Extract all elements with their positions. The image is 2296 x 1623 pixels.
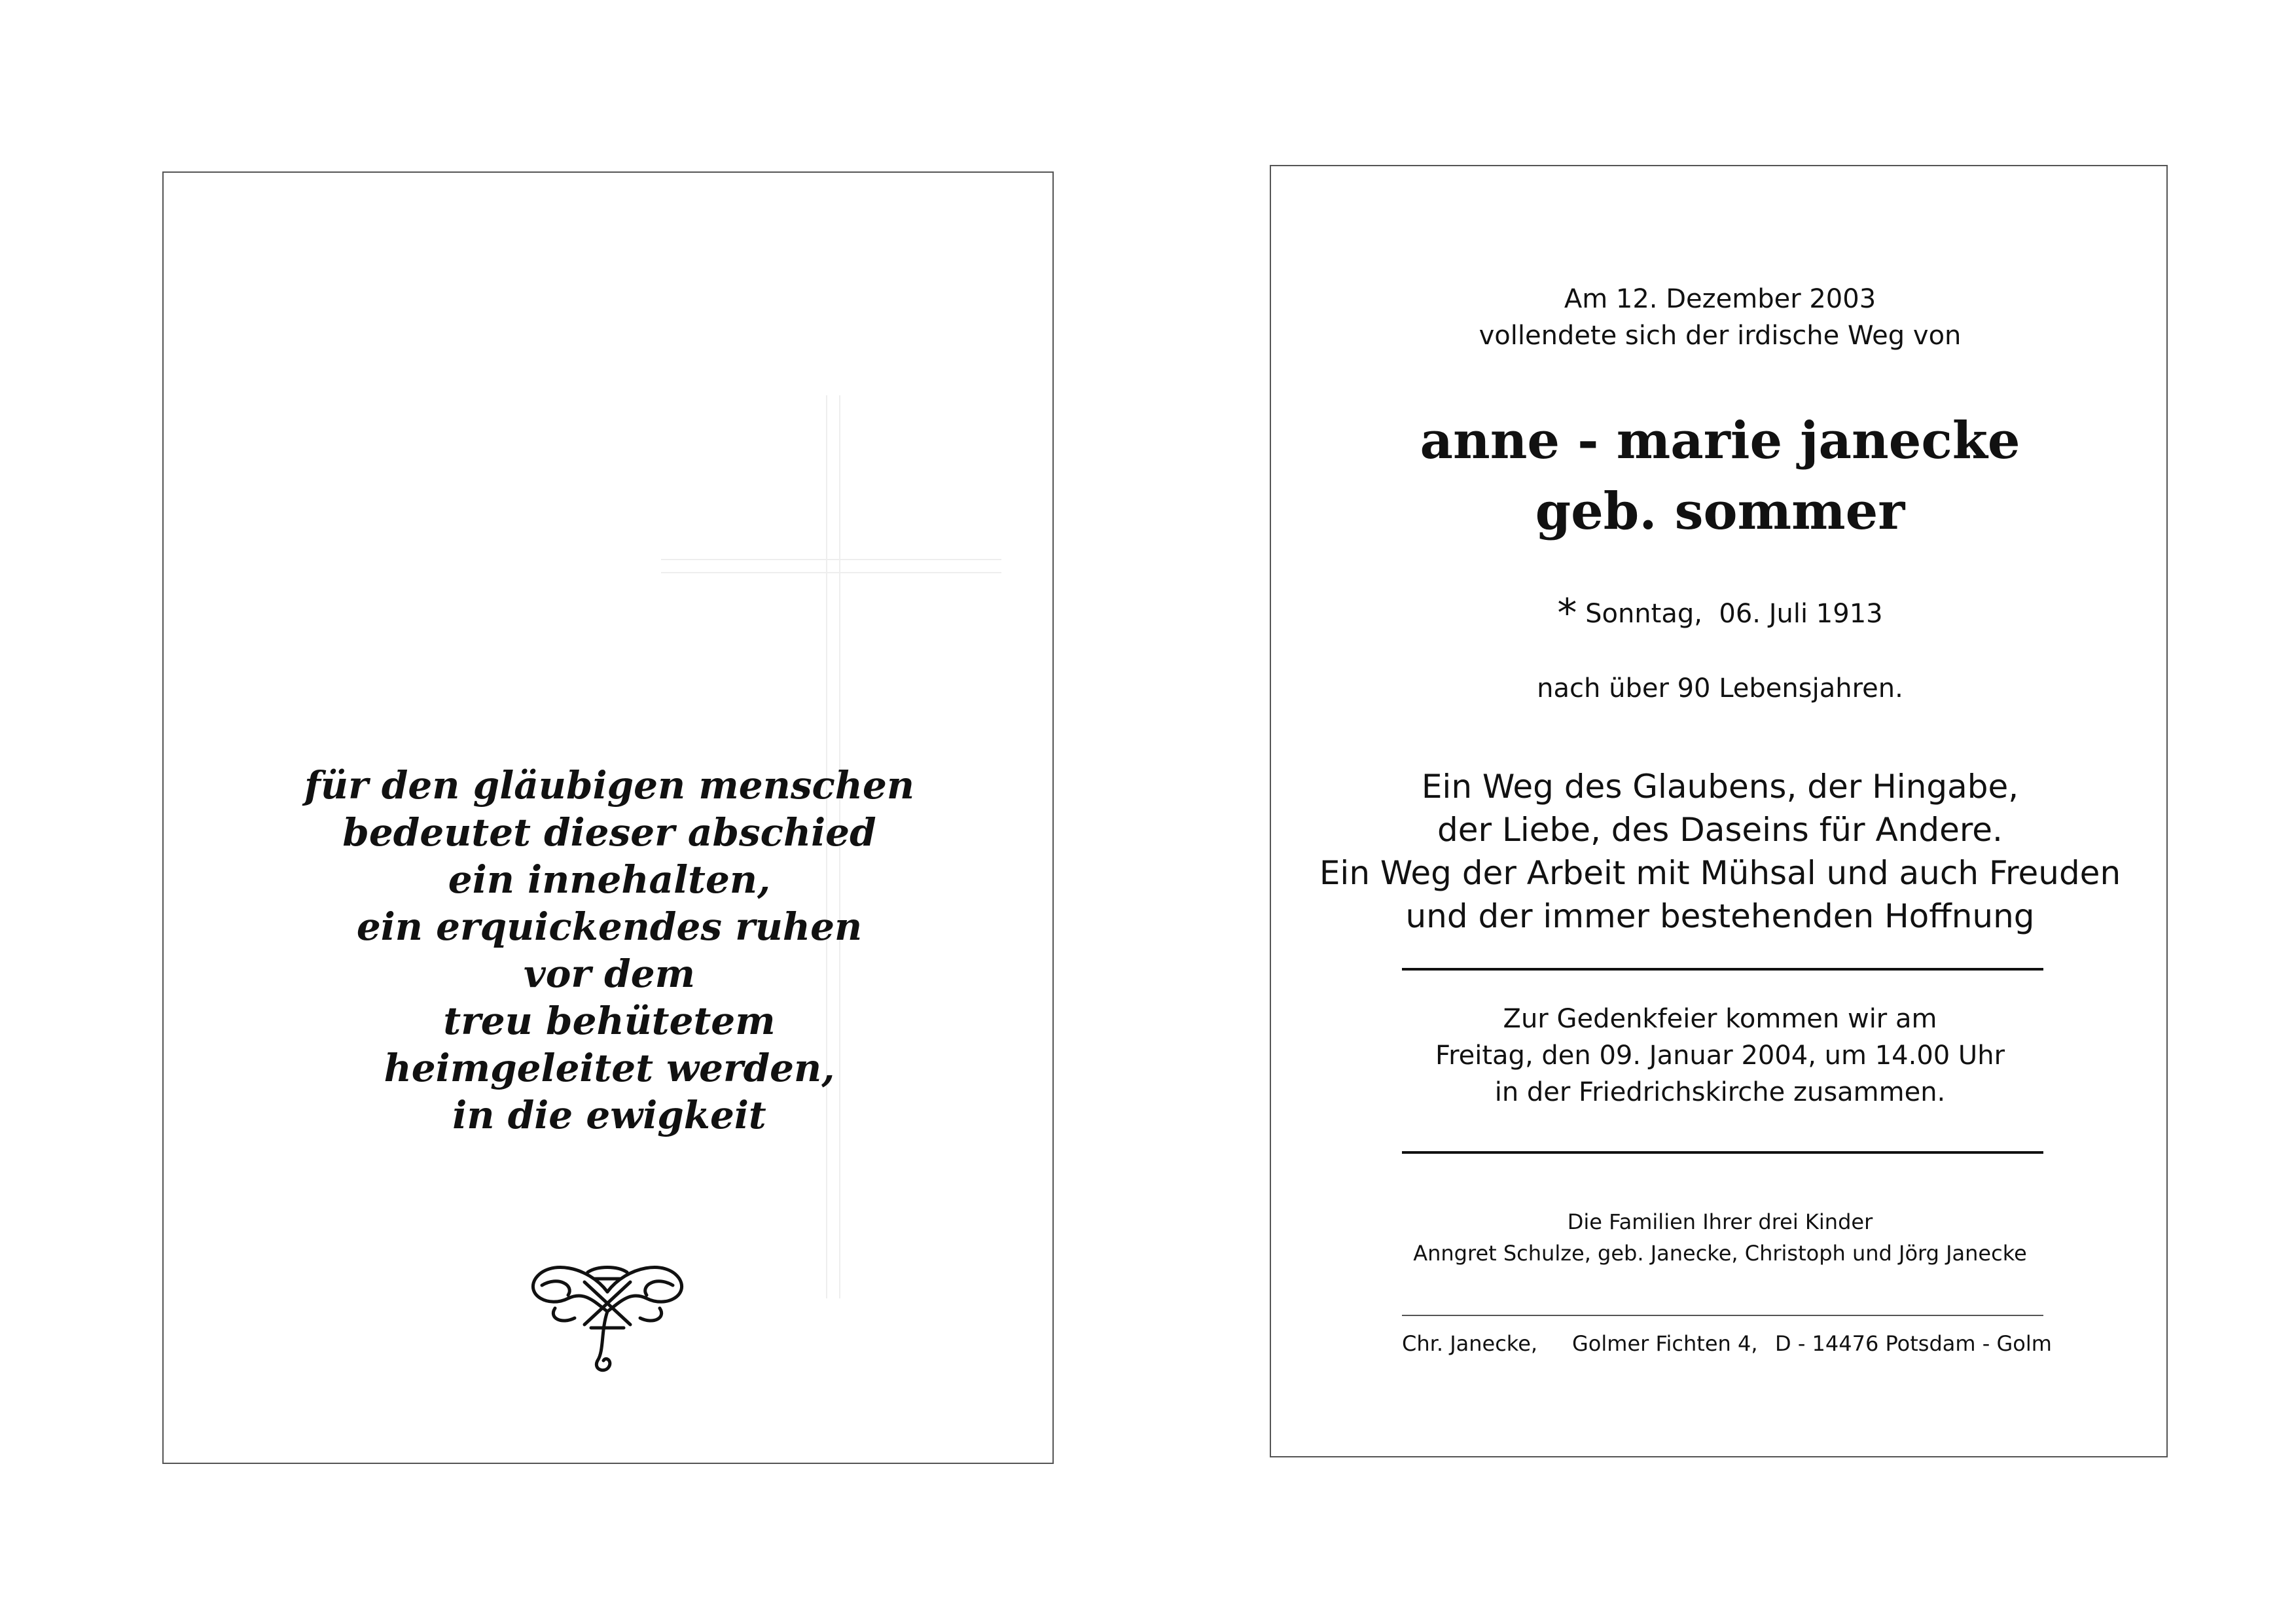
footer-city: D - 14476 Potsdam - Golm [1775, 1331, 2052, 1356]
poem-line: für den gläubigen menschen [304, 763, 915, 808]
tribute-line: Ein Weg der Arbeit mit Mühsal und auch Freuden [1319, 854, 2121, 892]
bleed-through-cross-horizontal [661, 559, 1001, 573]
maiden-name: geb. sommer [1535, 482, 1905, 541]
poem-card [162, 171, 1054, 1464]
poem-line: in die ewigkeit [452, 1093, 766, 1137]
poem-text [164, 762, 1055, 1139]
tribute-line: der Liebe, des Daseins für Andere. [1437, 811, 2003, 849]
poem-line: heimgeleitet werden, [384, 1046, 835, 1090]
tribute-text [1271, 765, 2169, 938]
intro-line-2: vollendete sich der irdische Weg von [1479, 321, 1962, 351]
poem-line: vor dem [524, 952, 695, 996]
birth-asterisk: * [1557, 590, 1577, 636]
family-line-2: Anngret Schulze, geb. Janecke, Christoph und Jörg Janecke [1413, 1241, 2027, 1266]
tribute-line: und der immer bestehenden Hoffnung [1405, 897, 2035, 935]
tribute-line: Ein Weg des Glaubens, der Hingabe, [1421, 768, 2019, 806]
age-line: nach über 90 Lebensjahren. [1537, 673, 1903, 704]
footer-rule [1402, 1315, 2043, 1316]
celtic-knot-ornament-icon [522, 1246, 692, 1377]
footer-name: Chr. Janecke, [1402, 1331, 1538, 1356]
footer-street: Golmer Fichten 4, [1572, 1331, 1758, 1356]
poem-line: ein innehalten, [448, 857, 771, 902]
birth-line [1271, 590, 2169, 636]
service-text [1271, 1001, 2169, 1111]
service-line: in der Friedrichskirche zusammen. [1494, 1077, 1946, 1107]
intro-line-1: Am 12. Dezember 2003 [1564, 284, 1876, 314]
poem-line: treu behütetem [443, 999, 776, 1043]
divider-rule [1402, 968, 2043, 971]
birth-date: Sonntag, 06. Juli 1913 [1585, 599, 1883, 629]
divider-rule [1402, 1151, 2043, 1154]
deceased-name: anne - marie janecke [1420, 411, 2020, 471]
poem-line: bedeutet dieser abschied [342, 810, 876, 855]
family-line-1: Die Familien Ihrer drei Kinder [1567, 1209, 1873, 1234]
poem-line: ein erquickendes ruhen [356, 904, 863, 949]
service-line: Zur Gedenkfeier kommen wir am [1503, 1004, 1937, 1034]
service-line: Freitag, den 09. Januar 2004, um 14.00 Uhr [1435, 1041, 2005, 1071]
obituary-card [1270, 165, 2168, 1457]
